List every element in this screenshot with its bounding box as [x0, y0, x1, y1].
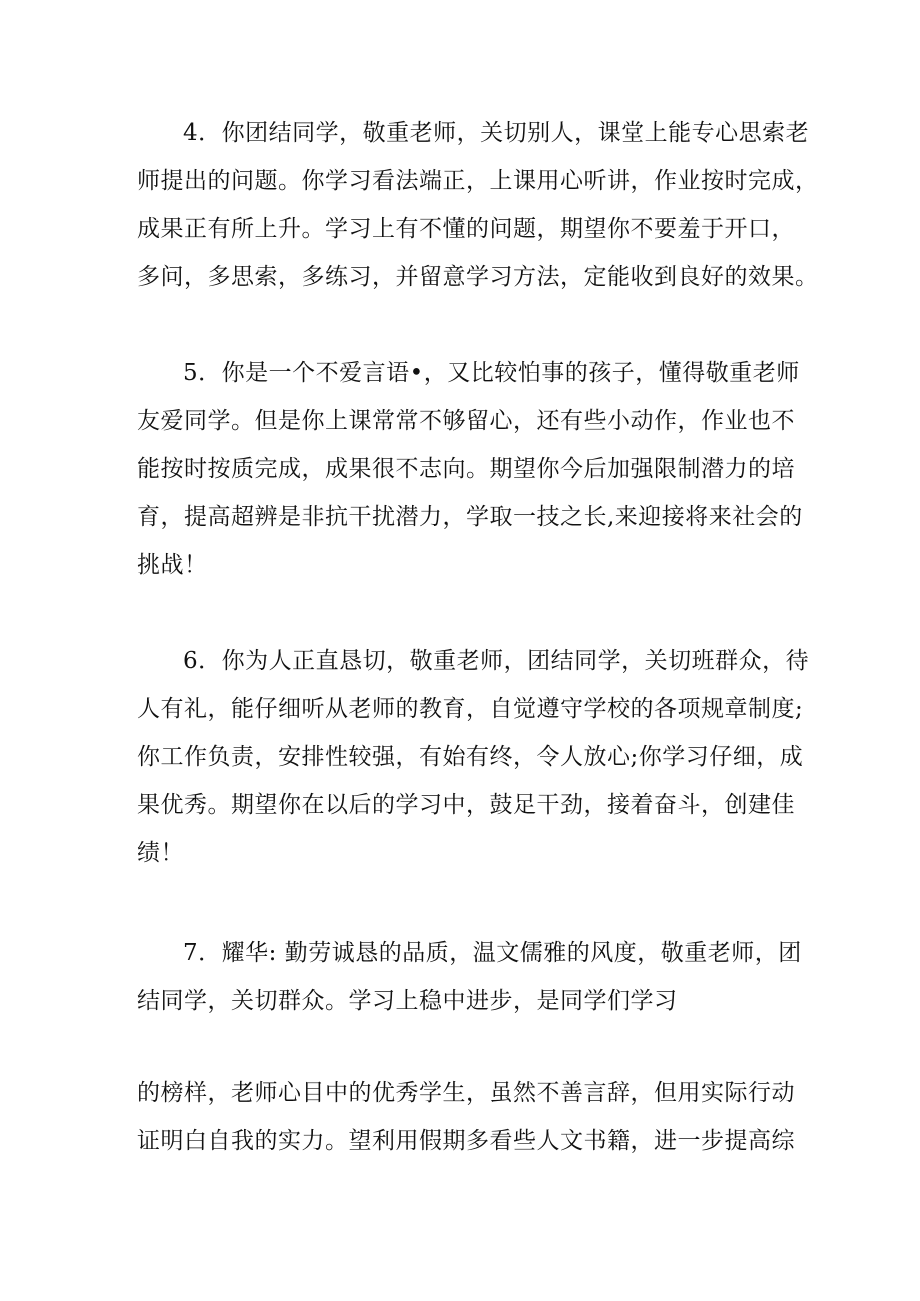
paragraph-line: 你工作负责，安排性较强，有始有终，令人放心;你学习仔细，成	[137, 744, 804, 770]
paragraph-line: 证明白自我的实力。望利用假期多看些人文书籍，进一步提高综	[137, 1128, 795, 1154]
paragraph-line: 师提出的问题。你学习看法端正，上课用心听讲，作业按时完成，	[137, 168, 819, 194]
paragraph-line: 人有礼，能仔细听从老师的教育，自觉遵守学校的各项规章制度;	[137, 696, 804, 722]
paragraph-line: 果优秀。期望你在以后的学习中，鼓足干劲，接着奋斗，创建佳	[137, 792, 795, 818]
paragraph-line: 5．你是一个不爱言语•，又比较怕事的孩子，懂得敬重老师	[183, 360, 800, 386]
paragraph-line: 育，提高超辨是非抗干扰潜力，学取一技之长,来迎接将来社会的	[137, 504, 803, 530]
paragraph-line: 绩！	[137, 840, 184, 866]
paragraph-line: 6．你为人正直恳切，敬重老师，团结同学，关切班群众，待	[183, 648, 810, 674]
paragraph-line: 多问，多思索，多练习，并留意学习方法，定能收到良好的效果。	[137, 264, 819, 290]
paragraph-line: 4．你团结同学，敬重老师，关切别人，课堂上能专心思索老	[183, 120, 810, 146]
paragraph-line: 能按时按质完成，成果很不志向。期望你今后加强限制潜力的培	[137, 456, 795, 482]
paragraph-line: 成果正有所上升。学习上有不懂的问题，期望你不要羞于开口，	[137, 216, 795, 242]
paragraph-line: 的榜样，老师心目中的优秀学生，虽然不善言辞，但用实际行动	[137, 1080, 795, 1106]
paragraph-line: 友爱同学。但是你上课常常不够留心，还有些小动作，作业也不	[137, 408, 795, 434]
paragraph-line: 挑战！	[137, 552, 208, 578]
paragraph-line: 7．耀华: 勤劳诚恳的品质，温文儒雅的风度，敬重老师，团	[183, 940, 802, 966]
paragraph-line: 结同学，关切群众。学习上稳中进步，是同学们学习	[137, 988, 678, 1014]
